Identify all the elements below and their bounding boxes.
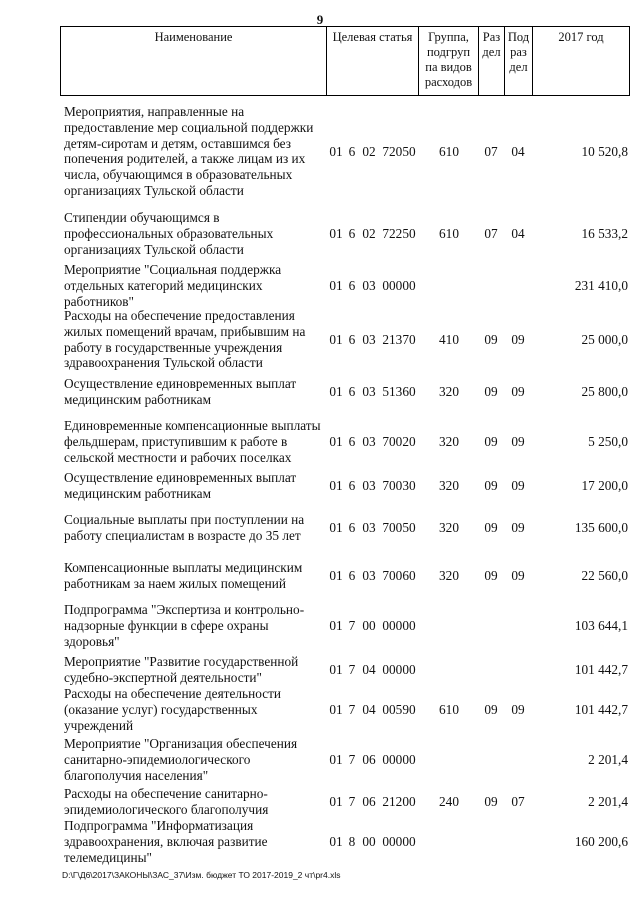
header-section: Раз дел (479, 27, 505, 95)
row-p2: 6 (348, 478, 356, 493)
row-p1: 01 (329, 834, 343, 849)
row-sum: 17 200,0 (581, 478, 628, 493)
row-name: Расходы на обеспечение санитарно- эпидемиологического благополучия (64, 786, 269, 817)
row-group: 240 (439, 794, 459, 809)
row-p1: 01 (329, 752, 343, 767)
row-podrazdel: 04 (511, 226, 525, 241)
row-p2: 6 (348, 384, 356, 399)
row-sum: 101 442,7 (574, 702, 628, 717)
row-group: 320 (439, 478, 459, 493)
row-p4: 70030 (382, 478, 416, 493)
row-p2: 6 (348, 332, 356, 347)
row-sum: 135 600,0 (574, 520, 628, 535)
row-razdel: 09 (484, 794, 498, 809)
row-name: Мероприятие "Социальная поддержка отдельных категорий медицинских работников" (64, 262, 282, 309)
row-sum: 25 800,0 (581, 384, 628, 399)
row-group: 610 (439, 226, 459, 241)
row-razdel: 09 (484, 384, 498, 399)
row-p2: 6 (348, 520, 356, 535)
row-name: Осуществление единовременных выплат медицинским работникам (64, 470, 297, 501)
row-p1: 01 (329, 662, 343, 677)
table-header (60, 26, 630, 96)
row-sum: 22 560,0 (581, 568, 628, 583)
row-p2: 6 (348, 144, 356, 159)
row-p1: 01 (329, 794, 343, 809)
row-razdel: 09 (484, 702, 498, 717)
row-p4: 00000 (382, 662, 416, 677)
row-name: Мероприятие "Организация обеспечения санитарно-эпидемиологического благополучия населения" (64, 736, 298, 783)
footer-file-path: D:\Г\Д6\2017\ЗАКОНЫ\ЗАС_37\Изм. бюджет ТО 2017-2019_2 чт\pr4.xls (62, 870, 341, 880)
row-name: Компенсационные выплаты медицинским работникам за наем жилых помещений (64, 560, 303, 591)
row-name: Подпрограмма "Экспертиза и контрольно- надзорные функции в сфере охраны здоровья" (64, 602, 305, 649)
row-sum: 10 520,8 (581, 144, 628, 159)
row-p4: 00000 (382, 278, 416, 293)
row-p2: 7 (348, 702, 356, 717)
row-p2: 6 (348, 278, 356, 293)
row-sum: 2 201,4 (588, 794, 628, 809)
row-p4: 72250 (382, 226, 416, 241)
row-sum: 160 200,6 (574, 834, 628, 849)
row-razdel: 07 (484, 226, 498, 241)
row-podrazdel: 04 (511, 144, 525, 159)
row-podrazdel: 09 (511, 702, 525, 717)
row-podrazdel: 09 (511, 520, 525, 535)
row-podrazdel: 09 (511, 332, 525, 347)
row-p1: 01 (329, 618, 343, 633)
row-name: Единовременные компенсационные выплаты фельдшерам, приступившим к работе в сельской местности и рабочих поселках (64, 418, 321, 465)
row-p2: 7 (348, 794, 356, 809)
row-p1: 01 (329, 144, 343, 159)
row-p3: 06 (362, 752, 376, 767)
row-name: Осуществление единовременных выплат медицинским работникам (64, 376, 297, 407)
row-p3: 00 (362, 834, 376, 849)
page-number: 9 (316, 12, 324, 27)
row-p4: 51360 (382, 384, 416, 399)
row-group: 320 (439, 568, 459, 583)
row-p4: 70020 (382, 434, 416, 449)
row-p2: 7 (348, 752, 356, 767)
row-p1: 01 (329, 434, 343, 449)
row-p1: 01 (329, 278, 343, 293)
row-razdel: 09 (484, 568, 498, 583)
row-p3: 03 (362, 332, 376, 347)
row-p1: 01 (329, 568, 343, 583)
row-p4: 00000 (382, 834, 416, 849)
header-group: Группа, подгруп па видов расходов (419, 27, 479, 95)
row-p1: 01 (329, 384, 343, 399)
row-p1: 01 (329, 478, 343, 493)
row-sum: 101 442,7 (574, 662, 628, 677)
row-p4: 70050 (382, 520, 416, 535)
row-p4: 21200 (382, 794, 416, 809)
row-razdel: 09 (484, 434, 498, 449)
row-sum: 25 000,0 (581, 332, 628, 347)
row-p2: 6 (348, 434, 356, 449)
row-p2: 6 (348, 568, 356, 583)
row-name: Социальные выплаты при поступлении на работу специалистам в возрасте до 35 лет (64, 512, 305, 543)
row-p3: 04 (362, 662, 376, 677)
row-p3: 02 (362, 144, 376, 159)
row-group: 320 (439, 434, 459, 449)
row-sum: 103 644,1 (574, 618, 628, 633)
row-p3: 02 (362, 226, 376, 241)
row-name: Расходы на обеспечение деятельности (оказание услуг) государственных учреждений (64, 686, 282, 733)
row-p4: 72050 (382, 144, 416, 159)
row-podrazdel: 09 (511, 434, 525, 449)
row-sum: 2 201,4 (588, 752, 628, 767)
header-year: 2017 год (558, 30, 604, 44)
row-p3: 04 (362, 702, 376, 717)
row-p4: 00000 (382, 752, 416, 767)
row-group: 320 (439, 520, 459, 535)
header-name: Наименование (61, 27, 327, 95)
row-p4: 21370 (382, 332, 416, 347)
row-p2: 8 (348, 834, 356, 849)
row-p3: 03 (362, 520, 376, 535)
row-sum: 231 410,0 (574, 278, 628, 293)
header-target: Целевая статья (327, 27, 419, 95)
row-p2: 7 (348, 618, 356, 633)
row-razdel: 09 (484, 332, 498, 347)
row-p1: 01 (329, 226, 343, 241)
row-podrazdel: 09 (511, 384, 525, 399)
row-group: 320 (439, 384, 459, 399)
row-p3: 03 (362, 384, 376, 399)
row-name: Мероприятие "Развитие государственной судебно-экспертной деятельности" (64, 654, 299, 685)
row-p3: 03 (362, 434, 376, 449)
row-p3: 06 (362, 794, 376, 809)
row-p2: 6 (348, 226, 356, 241)
row-group: 610 (439, 702, 459, 717)
row-razdel: 09 (484, 478, 498, 493)
row-sum: 5 250,0 (588, 434, 628, 449)
row-name: Мероприятия, направленные на предоставление мер социальной поддержки детям-сиротам и детям, оставшимся без попечения родителей, а также лицам из их числа, обучающимся в образовательных организациях Тульской области (64, 104, 314, 198)
row-p1: 01 (329, 520, 343, 535)
row-p1: 01 (329, 702, 343, 717)
header-subsection: Под раз дел (505, 27, 533, 95)
row-podrazdel: 09 (511, 568, 525, 583)
row-p2: 7 (348, 662, 356, 677)
row-razdel: 07 (484, 144, 498, 159)
row-razdel: 09 (484, 520, 498, 535)
row-p4: 70060 (382, 568, 416, 583)
row-name: Подпрограмма "Информатизация здравоохранения, включая развитие телемедицины" (64, 818, 268, 865)
row-podrazdel: 07 (511, 794, 525, 809)
row-p1: 01 (329, 332, 343, 347)
row-podrazdel: 09 (511, 478, 525, 493)
row-p3: 03 (362, 278, 376, 293)
row-p3: 03 (362, 568, 376, 583)
row-name: Стипендии обучающимся в профессиональных образовательных организациях Тульской области (64, 210, 274, 257)
row-p4: 00590 (382, 702, 416, 717)
row-p4: 00000 (382, 618, 416, 633)
row-p3: 03 (362, 478, 376, 493)
row-p3: 00 (362, 618, 376, 633)
row-name: Расходы на обеспечение предоставления жилых помещений врачам, прибывшим на работу в государственные учреждения здравоохранения Тульской области (64, 308, 306, 371)
row-group: 410 (439, 332, 459, 347)
row-group: 610 (439, 144, 459, 159)
row-sum: 16 533,2 (581, 226, 628, 241)
